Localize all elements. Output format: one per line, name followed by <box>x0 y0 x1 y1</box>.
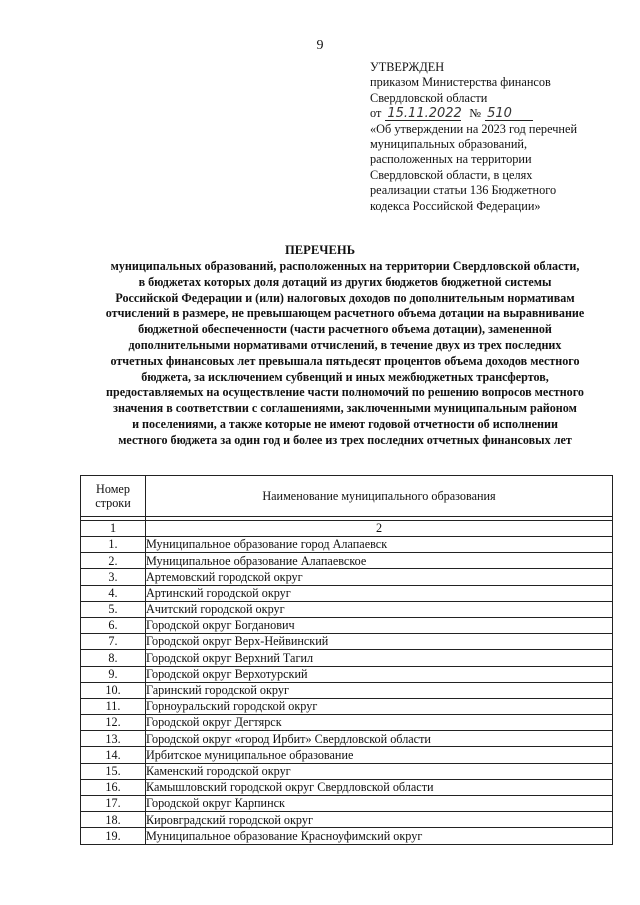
table-row <box>81 569 613 585</box>
subtitle-line: в бюджетах которых доля дотаций из других бюджетов бюджетной системы <box>138 274 552 289</box>
row-number: 17. <box>81 796 146 812</box>
row-number: 12. <box>81 715 146 731</box>
row-number: 14. <box>81 747 146 763</box>
table-row <box>81 731 613 747</box>
header-num-line2: строки <box>95 496 131 510</box>
document-title: ПЕРЕЧЕНЬ <box>284 243 356 257</box>
table-row <box>81 617 613 633</box>
row-number: 9. <box>81 666 146 682</box>
row-number: 13. <box>81 731 146 747</box>
approval-line-2: Свердловской области <box>370 90 488 105</box>
municipality-name: Гаринский городской округ <box>146 682 613 698</box>
subtitle-line: бюджетной обеспеченности (части расчетного объема дотации), замененной <box>138 322 552 337</box>
row-number: 6. <box>81 617 146 633</box>
table-row <box>81 812 613 828</box>
table-header-row <box>81 476 613 517</box>
column-number-row <box>81 521 613 537</box>
subtitle-line: отчислений в размере, не превышающем расчетного объема дотации на выравнивание <box>105 306 585 321</box>
municipality-name: Городской округ Верхотурский <box>146 666 613 682</box>
municipality-name: Артемовский городской округ <box>146 569 613 585</box>
row-number: 18. <box>81 812 146 828</box>
table-row <box>81 682 613 698</box>
subtitle-line: местного бюджета за один год и более из трех последних отчетных финансовых лет <box>118 432 572 447</box>
subtitle-line: бюджета, за исключением субвенций и иных межбюджетных трансфертов, <box>141 369 549 384</box>
table-row <box>81 634 613 650</box>
table-row <box>81 828 613 844</box>
subject-line: «Об утверждении на 2023 год перечней <box>370 121 578 136</box>
row-number: 1. <box>81 537 146 553</box>
municipality-name: Артинский городской округ <box>146 585 613 601</box>
subtitle-line: значения в соответствии с соглашениями, заключенными муниципальным районом <box>113 401 577 416</box>
subtitle-line: муниципальных образований, расположенных на территории Свердловской области, <box>110 259 580 273</box>
municipality-name: Городской округ «город Ирбит» Свердловской области <box>146 731 613 747</box>
document-subtitle <box>80 259 610 449</box>
date-prefix: от <box>370 106 382 121</box>
header-name: Наименование муниципального образования <box>146 476 613 517</box>
municipality-name: Городской округ Верхний Тагил <box>146 650 613 666</box>
municipality-name: Городской округ Карпинск <box>146 796 613 812</box>
subject-line: Свердловской области, в целях <box>370 167 533 182</box>
table-row <box>81 601 613 617</box>
municipality-name: Муниципальное образование Красноуфимский округ <box>146 828 613 844</box>
table-row <box>81 779 613 795</box>
subtitle-line: предоставляемых на осуществление части полномочий по решению вопросов местного <box>106 385 584 400</box>
handwritten-number: 510 <box>485 107 533 121</box>
row-number: 15. <box>81 763 146 779</box>
municipalities-table <box>80 475 613 845</box>
subject-line: кодекса Российской Федерации» <box>370 198 541 213</box>
row-number: 2. <box>81 553 146 569</box>
municipality-name: Горноуральский городской округ <box>146 698 613 714</box>
municipality-name: Городской округ Дегтярск <box>146 715 613 731</box>
approval-block <box>370 60 620 214</box>
row-number: 10. <box>81 682 146 698</box>
header-num-line1: Номер <box>96 481 130 496</box>
municipality-name: Ирбитское муниципальное образование <box>146 747 613 763</box>
approval-title: УТВЕРЖДЕН <box>370 60 445 74</box>
municipality-name: Кировградский городской округ <box>146 812 613 828</box>
subject-line: муниципальных образований, <box>370 137 528 152</box>
subtitle-line: и поселениями, а также которые не имеют годовой отчетности об исполнении <box>132 416 558 431</box>
municipality-name: Ачитский городской округ <box>146 601 613 617</box>
row-number: 5. <box>81 601 146 617</box>
municipality-name: Муниципальное образование город Алапаевск <box>146 537 613 553</box>
row-number: 3. <box>81 569 146 585</box>
municipality-name: Городской округ Богданович <box>146 617 613 633</box>
subject-line: расположенных на территории <box>370 152 532 167</box>
approval-date-line <box>370 106 620 121</box>
table-row <box>81 585 613 601</box>
row-number: 11. <box>81 698 146 714</box>
table-row <box>81 747 613 763</box>
row-number: 8. <box>81 650 146 666</box>
approval-line-1: приказом Министерства финансов <box>370 75 551 90</box>
row-number: 7. <box>81 634 146 650</box>
row-number: 19. <box>81 828 146 844</box>
header-row-number <box>81 476 146 517</box>
page-number: 9 <box>316 38 324 53</box>
municipality-name: Каменский городской округ <box>146 763 613 779</box>
table-row <box>81 537 613 553</box>
table-row <box>81 666 613 682</box>
subtitle-line: отчетных финансовых лет превышала пятьдесят процентов объема доходов местного <box>110 353 580 368</box>
table-row <box>81 698 613 714</box>
subtitle-line: Российской Федерации и (или) налоговых доходов по дополнительным нормативам <box>115 290 575 305</box>
subtitle-line: дополнительными нормативами отчислений, в течение двух из трех последних <box>128 337 562 352</box>
table-row <box>81 715 613 731</box>
table-row <box>81 650 613 666</box>
table-row <box>81 763 613 779</box>
table-row <box>81 553 613 569</box>
column-number-1: 1 <box>81 521 146 537</box>
row-number: 16. <box>81 779 146 795</box>
municipality-name: Камышловский городской округ Свердловской области <box>146 779 613 795</box>
row-number: 4. <box>81 585 146 601</box>
number-sign: № <box>469 106 482 121</box>
subject-line: реализации статьи 136 Бюджетного <box>370 183 557 198</box>
column-number-2: 2 <box>146 521 613 537</box>
table-row <box>81 796 613 812</box>
municipality-name: Городской округ Верх-Нейвинский <box>146 634 613 650</box>
municipality-name: Муниципальное образование Алапаевское <box>146 553 613 569</box>
handwritten-date: 15.11.2022 <box>387 106 462 122</box>
